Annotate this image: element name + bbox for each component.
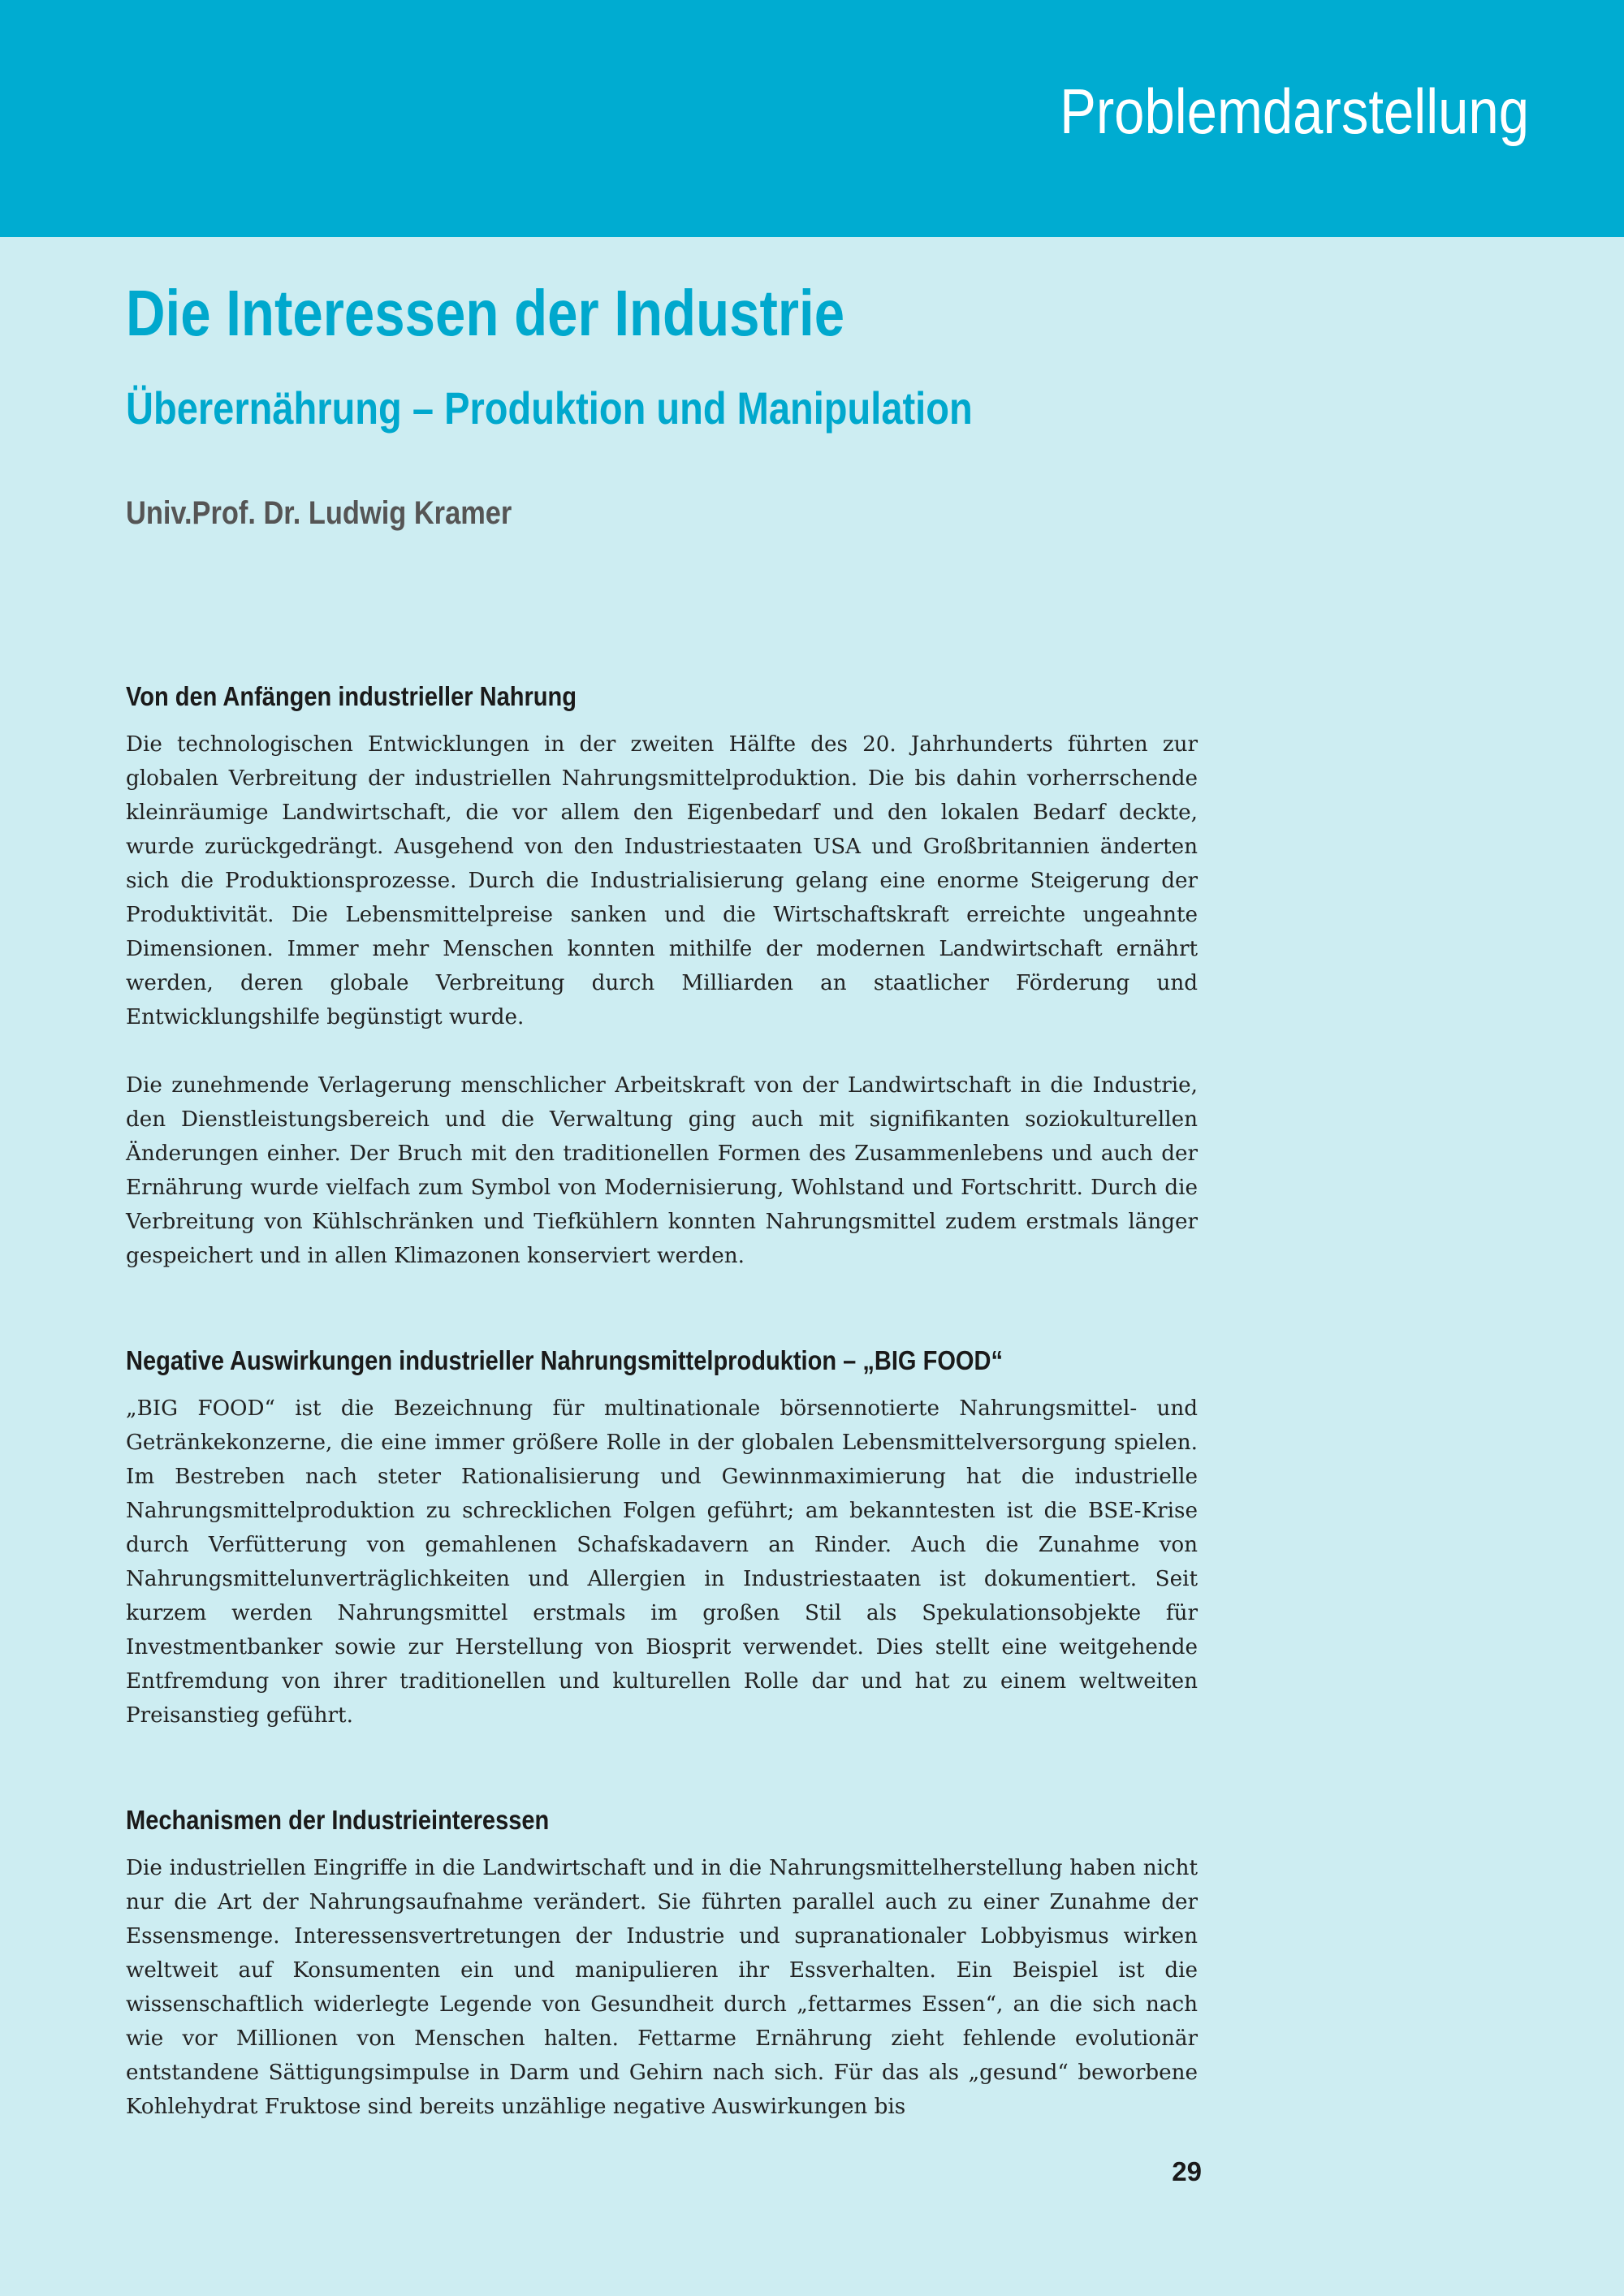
paragraph: Die zunehmende Verlagerung menschlicher Arbeitskraft von der Landwirtschaft in die Industrie, den Dienstleistungsbereich und die Verwaltung ging auch mit signifikanten soziokulturellen Änderungen einher. Der Bruch mit den traditionellen Formen des Zusammenlebens und auch der Ernährung wurde vielfach zum Symbol von Modernisierung, Wohlstand und Fortschritt. Durch die Verbreitung von Kühlschränken und Tiefkühlern konnten Nahrungsmittel zudem erstmals länger gespeichert und in allen Klimazonen konserviert werden. bbox=[126, 1072, 1198, 1268]
section-negative-effects bbox=[126, 1344, 1198, 1733]
paragraph: Die technologischen Entwicklungen in der zweiten Hälfte des 20. Jahrhunderts führten zur globalen Verbreitung der industriellen Nahrungsmittelproduktion. Die bis dahin vorherrschende kleinräumige Landwirtschaft, die vor allem den Eigenbedarf und den lokalen Bedarf deckte, wurde zurückgedrängt. Ausgehend von den Industriestaaten USA und Großbritannien änderten sich die Produktionsprozesse. Durch die Industrialisierung gelang eine enorme Steigerung der Produktivität. Die Lebensmittelpreise sanken und die Wirtschaftskraft erreichte ungeahnte Dimensionen. Immer mehr Menschen konnten mithilfe der modernen Landwirtschaft ernährt werden, deren globale Verbreitung durch Milliarden an staatlicher Förderung und Entwicklungshilfe begünstigt wurde. bbox=[126, 732, 1198, 1029]
article-title: Die Interessen der Industrie bbox=[126, 277, 845, 349]
paragraph: Die industriellen Eingriffe in die Landwirtschaft und in die Nahrungsmittelherstellung haben nicht nur die Art der Nahrungsaufnahme verändert. Sie führten parallel auch zu einer Zunahme der Essensmenge. Interessensvertretungen der Industrie und supranationaler Lobbyismus wirken weltweit auf Konsumenten ein und manipulieren ihr Essverhalten. Ein Beispiel ist die wissenschaftlich widerlegte Legende von Gesundheit durch „fettarmes Essen“, an die sich nach wie vor Millionen von Menschen halten. Fettarme Ernährung zieht fehlende evolutionär entstandene Sättigungsimpulse in Darm und Gehirn nach sich. Für das als „gesund“ beworbene Kohlehydrat Fruktose sind bereits unzählige negative Auswirkungen bis bbox=[126, 1855, 1198, 2119]
section-label: Problemdarstellung bbox=[1060, 76, 1529, 147]
paragraph: „BIG FOOD“ ist die Bezeichnung für multinationale börsennotierte Nahrungsmittel- und Getränkekonzerne, die eine immer größere Rolle in der globalen Lebensmittelversorgung spielen. Im Bestreben nach steter Rationalisierung und Gewinnmaximierung hat die industrielle Nahrungsmittelproduktion zu schrecklichen Folgen geführt; am bekanntesten ist die BSE-Krise durch Verfütterung von gemahlenen Schafskadavern an Rinder. Auch die Zunahme von Nahrungsmittelunverträglichkeiten und Allergien in Industriestaaten ist dokumentiert. Seit kurzem werden Nahrungsmittel erstmals im großen Stil als Spekulationsobjekte für Investmentbanker sowie zur Herstellung von Biosprit verwendet. Dies stellt eine weitgehende Entfremdung von ihrer traditionellen und kulturellen Rolle dar und hat zu einem weltweiten Preisanstieg geführt. bbox=[126, 1396, 1198, 1728]
author-name: Univ.Prof. Dr. Ludwig Kramer bbox=[126, 494, 512, 531]
section-heading: Von den Anfängen industrieller Nahrung bbox=[126, 681, 577, 711]
section-mechanisms bbox=[126, 1804, 1198, 2124]
article-content bbox=[126, 268, 1198, 531]
section-beginnings bbox=[126, 680, 1198, 1273]
article-subtitle: Überernährung – Produktion und Manipulation bbox=[126, 382, 973, 434]
header-band bbox=[0, 0, 1624, 237]
section-heading: Negative Auswirkungen industrieller Nahrungsmittelproduktion – „BIG FOOD“ bbox=[126, 1345, 1003, 1375]
section-heading: Mechanismen der Industrieinteressen bbox=[126, 1805, 550, 1835]
page-number: 29 bbox=[1172, 2156, 1202, 2186]
